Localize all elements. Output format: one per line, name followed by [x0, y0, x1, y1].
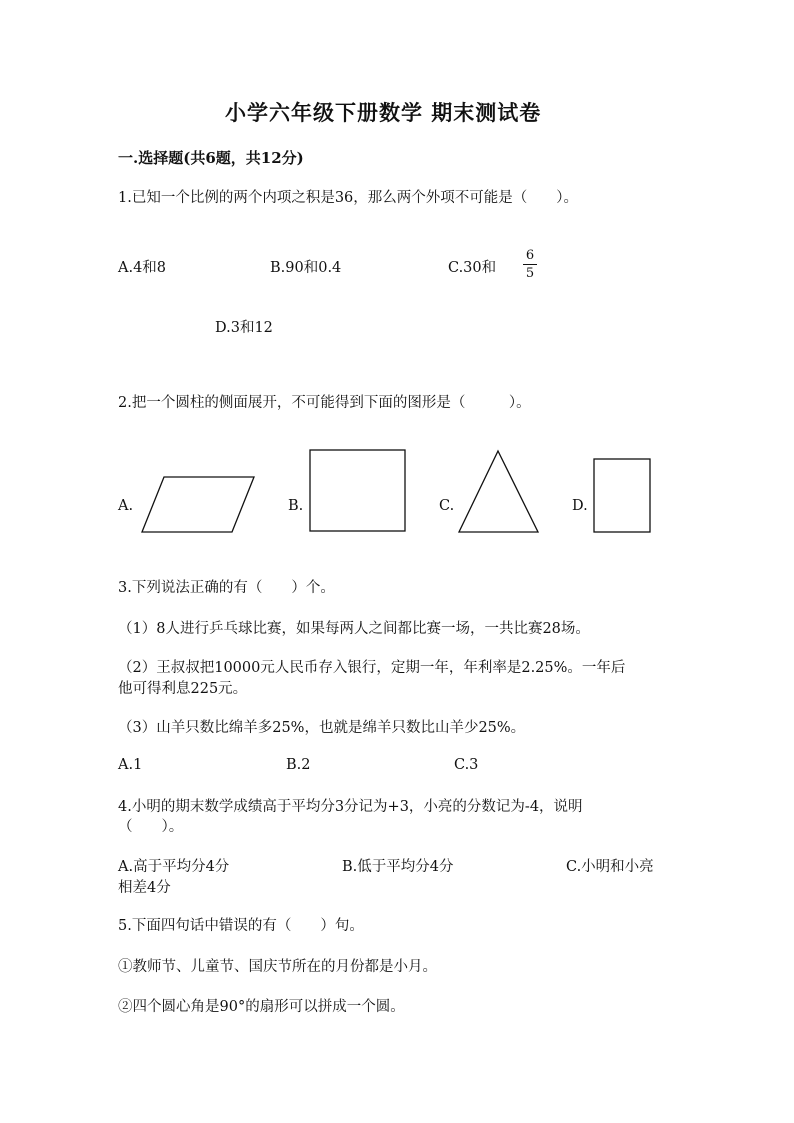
- triangle-shape: [458, 450, 540, 534]
- question-3-stem: 3.下列说法正确的有（ ）个。: [118, 580, 335, 596]
- section-heading: 一.选择题(共6题，共12分): [118, 149, 304, 167]
- question-1-option-c: C.30和: [448, 260, 497, 276]
- rectangle-shape: [593, 458, 651, 534]
- question-2-option-c: C.: [439, 498, 455, 514]
- question-1-stem: 1.已知一个比例的两个内项之积是36，那么两个外项不可能是（ ）。: [118, 190, 579, 206]
- question-5-statement-2: ②四个圆心角是90°的扇形可以拼成一个圆。: [118, 999, 405, 1015]
- question-4-option-c-line-2: 相差4分: [118, 880, 171, 896]
- fraction-numerator: 6: [523, 249, 537, 265]
- question-2-option-a: A.: [118, 498, 134, 514]
- question-4-stem-line-1: 4.小明的期末数学成绩高于平均分3分记为+3，小亮的分数记为-4，说明: [118, 799, 583, 815]
- question-1-option-c-fraction: [523, 249, 537, 280]
- question-3-statement-1: （1）8人进行乒乓球比赛，如果每两人之间都比赛一场，一共比赛28场。: [118, 621, 590, 637]
- question-4-option-a: A.高于平均分4分: [118, 859, 230, 875]
- page-title: 小学六年级下册数学 期末测试卷: [225, 100, 542, 125]
- question-3-statement-2-line-2: 他可得利息225元。: [118, 681, 248, 697]
- fraction-denominator: 5: [525, 266, 535, 281]
- parallelogram-shape: [140, 476, 256, 534]
- question-1-option-d: D.3和12: [215, 320, 273, 336]
- square-shape: [309, 449, 407, 533]
- question-3-option-a: A.1: [118, 757, 143, 773]
- question-2-option-d: D.: [572, 498, 588, 514]
- question-1-option-b: B.90和0.4: [270, 260, 342, 276]
- question-3-option-c: C.3: [454, 757, 479, 773]
- question-1-option-a: A.4和8: [118, 260, 167, 276]
- question-2-option-b: B.: [288, 498, 304, 514]
- question-4-stem-line-2: （ ）。: [118, 819, 184, 835]
- question-4-option-b: B.低于平均分4分: [342, 859, 454, 875]
- question-5-statement-1: ①教师节、儿童节、国庆节所在的月份都是小月。: [118, 959, 437, 975]
- question-4-option-c-line-1: C.小明和小亮: [566, 859, 654, 875]
- question-5-stem: 5.下面四句话中错误的有（ ）句。: [118, 918, 364, 934]
- question-3-option-b: B.2: [286, 757, 311, 773]
- question-3-statement-2-line-1: （2）王叔叔把10000元人民币存入银行，定期一年，年利率是2.25%。一年后: [118, 660, 626, 676]
- question-2-stem: 2.把一个圆柱的侧面展开，不可能得到下面的图形是（ ）。: [118, 395, 531, 411]
- question-3-statement-3: （3）山羊只数比绵羊多25%，也就是绵羊只数比山羊少25%。: [118, 720, 526, 736]
